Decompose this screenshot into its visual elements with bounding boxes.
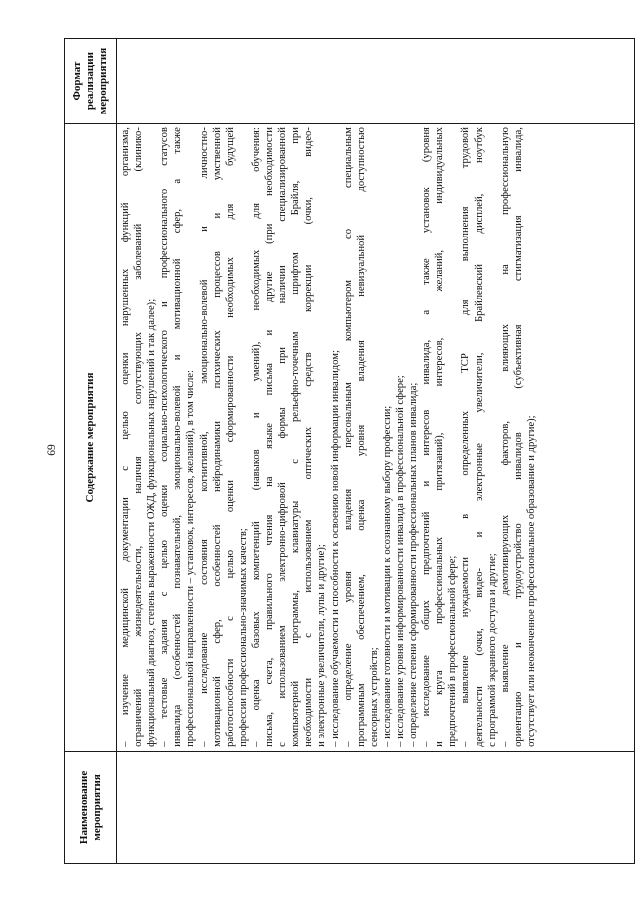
content-line: – выявление демотивирующих факторов, влияющих на профессиональную (499, 127, 511, 747)
rotated-table-container (64, 38, 635, 864)
content-line: – исследование уровня информированности инвалида в профессиональной сфере; (394, 375, 406, 747)
content-line: и круга профессиональных притязаний), интересов, желаний, индивидуальных (434, 127, 446, 747)
content-line: – выявление нуждаемости в определенных ТСР для выполнения трудовой (460, 127, 472, 747)
content-line: профессии профессионально-значимых качеств; (237, 528, 249, 747)
content-line: письма, счета, правильного чтения на языке письма и другие (при необходимости (264, 127, 276, 747)
content-line: с программой экранного доступа и другие; (486, 553, 498, 747)
content-line: мотивационной сфер, особенностей нейродинамики психических процессов и умственной (211, 127, 223, 747)
page-number: 69 (46, 444, 58, 456)
content-line: работоспособности с целью оценки сформированности необходимых для будущей (224, 127, 236, 747)
content-line: сенсорных устройств; (368, 647, 380, 747)
measures-table (64, 38, 635, 864)
content-line: – оценка базовых компетенций (навыков и умений), необходимых для обучения: (250, 127, 262, 747)
header-content-text: Содержание мероприятия (84, 372, 96, 503)
header-format-line-1: Формат (71, 61, 83, 101)
header-name-line-2: мероприятия (90, 774, 103, 841)
content-line: – определение степени сформированности профессиональных планов инвалида; (408, 382, 420, 747)
content-line: – изучение медицинской документации с целью оценки нарушенных функций организма, (120, 127, 131, 747)
content-line: – тестовые задания с целью оценки социально-психологического и профессионального статусов (159, 127, 171, 747)
content-line: инвалида (особенностей познавательной, эмоционально-волевой и мотивационной сфер, а также (172, 127, 184, 747)
header-name-line-1: Наименование (77, 770, 90, 845)
header-format (65, 39, 117, 124)
content-line: необходимости с использованием оптических средств коррекции (очки, видео- (303, 127, 315, 747)
content-line: – исследование общих предпочтений и интересов инвалида, а также установок (уровня (421, 127, 433, 747)
content-line: компьютерной программы, клавиатуры с рельефно-точечным шрифтом Брайля, при (290, 127, 302, 747)
content-line: функциональный диагноз, степень выраженности ОЖД, функциональных нарушений и так далее); (146, 298, 158, 747)
content-line: программным обеспечением, оценка уровня владения невизуальной доступностью (355, 127, 367, 747)
table-header-row (65, 39, 117, 864)
content-line: с использованием электронно-цифровой формы при наличии специализированной (277, 127, 289, 747)
format-cell (117, 39, 635, 124)
content-line: ориентацию и трудоустройство инвалидов (субъективная стигматизация инвалида, (512, 127, 524, 747)
content-line: отсутствует или неоконченное профессиональное образование и другие); (525, 415, 537, 747)
content-line: и электронные увеличители, лупы и другие); (316, 544, 328, 747)
header-content (65, 124, 117, 752)
content-line: профессиональной направленности – установок, интересов, желаний), в том числе: (185, 370, 197, 747)
content-line: – определение уровня владения персональным компьютером со специальным (342, 127, 354, 747)
content-line: деятельности (очки, видео- и электронные увеличители, Брайлевский дисплей, ноутбук (473, 127, 485, 747)
content-line: ограничений жизнедеятельности, наличия сопутствующих заболеваний (клинико- (133, 127, 145, 747)
content-line: – исследование обучаемости и способности к освоению новой информации инвалидом; (329, 350, 341, 747)
header-format-line-2: реализации (84, 52, 96, 111)
header-format-line-3: мероприятия (97, 47, 109, 115)
content-line: – исследование готовности и мотивации к осознанному выбору профессии; (381, 405, 393, 747)
content-line: предпочтений в профессиональной сфере; (447, 555, 459, 747)
header-name (65, 751, 117, 863)
content-line: – исследование состояния когнитивной, эмоционально-волевой и личностно- (198, 127, 210, 747)
name-cell (117, 751, 635, 863)
content-cell (117, 124, 635, 752)
table-row (117, 39, 635, 864)
